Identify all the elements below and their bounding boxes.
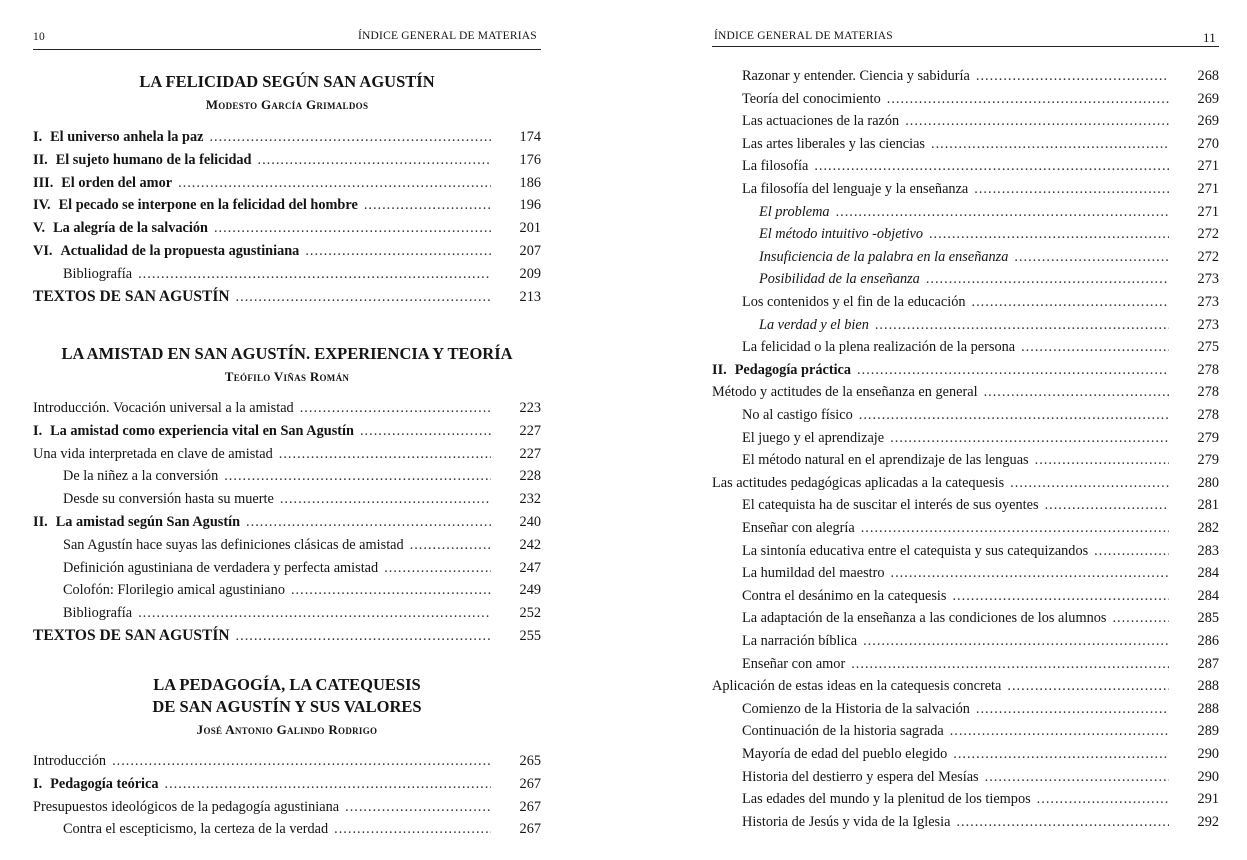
leader-dots <box>972 291 1169 313</box>
leader-dots <box>364 194 491 216</box>
leader-dots <box>976 65 1169 87</box>
toc-entry-title: Una vida interpretada en clave de amistad <box>33 445 273 462</box>
toc-entry <box>712 675 1219 697</box>
toc-entry-title: La verdad y el bien <box>759 316 869 333</box>
toc-entry-title: La sintonía educativa entre el catequista y sus catequizandos <box>742 542 1089 559</box>
toc-entry-title: Historia de Jesús y vida de la Iglesia <box>742 813 951 830</box>
toc-entry-page: 283 <box>1197 542 1219 559</box>
toc-entry-page: 269 <box>1197 113 1219 130</box>
toc-entry <box>712 381 1219 403</box>
toc-entry-page: 273 <box>1197 316 1219 333</box>
toc-entry-title: Contra el escepticismo, la certeza de la verdad <box>63 821 329 838</box>
leader-dots <box>814 155 1169 177</box>
leader-dots <box>875 314 1169 336</box>
toc-entry-title: El universo anhela la paz <box>50 129 204 145</box>
toc-entry-page: 223 <box>519 400 541 416</box>
leader-dots <box>1037 788 1169 810</box>
leader-dots <box>836 201 1169 223</box>
leader-dots <box>138 263 491 285</box>
toc-entry-title: Introducción <box>33 753 107 769</box>
toc-entry-number: I. <box>33 422 43 439</box>
leader-dots <box>214 217 491 239</box>
toc-entry-title: La amistad como experiencia vital en San Agustín <box>50 422 354 439</box>
toc-entry-page: 269 <box>1197 90 1219 107</box>
toc-entry-title: Los contenidos y el fin de la educación <box>742 294 966 310</box>
toc-entry-page: 278 <box>1197 384 1219 401</box>
toc-entry <box>63 534 541 556</box>
toc-entry <box>759 314 1219 336</box>
left-running-head: ÍNDICE GENERAL DE MATERIAS <box>358 30 537 42</box>
leader-dots <box>138 602 491 624</box>
toc-entry-title: Pedagogía teórica <box>50 775 159 792</box>
toc-entry-page: 284 <box>1197 587 1219 604</box>
toc-entry-page: 242 <box>519 536 541 553</box>
toc-entry-title: Insuficiencia de la palabra en la enseñanza <box>759 248 1009 265</box>
leader-dots <box>953 743 1169 765</box>
toc-entry <box>742 155 1219 177</box>
toc-entry-page: 271 <box>1197 158 1219 175</box>
toc-entry-title: De la niñez a la conversión <box>63 468 219 485</box>
toc-entry-page: 232 <box>519 491 541 508</box>
toc-entry-page: 227 <box>519 445 541 462</box>
toc-entry-page: 282 <box>1197 520 1219 536</box>
leader-dots <box>345 796 491 818</box>
toc-entry-title: Enseñar con alegría <box>742 520 855 536</box>
toc-entry-title: Razonar y entender. Ciencia y sabiduría <box>742 68 970 84</box>
toc-entry <box>33 796 541 818</box>
toc-entry-title: Continuación de la historia sagrada <box>742 723 944 740</box>
toc-entry <box>33 149 541 171</box>
toc-entry-title: El pecado se interpone en la felicidad del hombre <box>58 197 358 214</box>
toc-entry-number: VI. <box>33 243 53 259</box>
toc-entry-title: Las edades del mundo y la plenitud de los tiempos <box>742 791 1031 808</box>
leader-dots <box>929 223 1169 245</box>
toc-entry-title: TEXTOS DE SAN AGUSTÍN <box>33 287 230 305</box>
toc-entry <box>742 788 1219 810</box>
toc-entry-page: 201 <box>519 220 541 237</box>
left-page-number: 10 <box>33 31 45 43</box>
toc-entry-page: 252 <box>519 605 541 622</box>
leader-dots <box>280 488 491 510</box>
toc-entry-title: Comienzo de la Historia de la salvación <box>742 700 970 717</box>
section-2-author: Teófilo Viñas Román <box>224 369 350 384</box>
toc-entry-number: III. <box>33 174 54 191</box>
toc-entry-page: 271 <box>1197 181 1219 197</box>
leader-dots <box>1007 675 1169 697</box>
toc-entry-page: 174 <box>519 129 541 145</box>
toc-entry-page: 267 <box>519 798 541 815</box>
leader-dots <box>165 773 491 795</box>
toc-entry-title: Historia del destierro y espera del Mesías <box>742 768 979 785</box>
leader-dots <box>984 381 1169 403</box>
toc-entry-number: I. <box>33 129 43 145</box>
toc-entry-title: TEXTOS DE SAN AGUSTÍN <box>33 627 230 644</box>
toc-entry <box>33 126 541 148</box>
toc-entry-title: Teoría del conocimiento <box>742 90 881 107</box>
leader-dots <box>952 585 1169 607</box>
toc-entry <box>33 511 541 533</box>
toc-entry-page: 286 <box>1197 633 1219 649</box>
leader-dots <box>178 172 491 194</box>
toc-entry-page: 275 <box>1197 339 1219 356</box>
toc-entry-title: Las artes liberales y las ciencias <box>742 135 925 152</box>
toc-entry-title: Enseñar con amor <box>742 655 846 672</box>
toc-entry <box>742 562 1219 584</box>
toc-entry <box>63 263 541 285</box>
section-3-title-line-1: LA PEDAGOGÍA, LA CATEQUESIS <box>153 675 421 694</box>
toc-entry <box>742 110 1219 132</box>
toc-entry-title: Presupuestos ideológicos de la pedagogía agustiniana <box>33 798 340 815</box>
toc-entry-title: Contra el desánimo en la catequesis <box>742 587 947 604</box>
toc-entry-title: Bibliografía <box>63 265 133 282</box>
leader-dots <box>956 811 1169 833</box>
toc-entry-page: 288 <box>1197 700 1219 717</box>
section-3-title-line-2: DE SAN AGUSTÍN Y SUS VALORES <box>152 697 422 716</box>
toc-entry-number: II. <box>33 151 48 168</box>
toc-entry-number: V. <box>33 220 46 237</box>
toc-entry-title: La filosofía del lenguaje y la enseñanza <box>742 181 969 197</box>
toc-entry-title: Introducción. Vocación universal a la amistad <box>33 400 294 416</box>
toc-entry-page: 292 <box>1197 813 1219 830</box>
toc-entry-page: 272 <box>1197 226 1219 243</box>
toc-entry-page: 285 <box>1197 610 1219 627</box>
leader-dots <box>305 240 491 262</box>
toc-entry-page: 273 <box>1197 271 1219 288</box>
toc-entry-title: No al castigo físico <box>742 407 853 423</box>
leader-dots <box>976 698 1169 720</box>
toc-entry-page: 289 <box>1197 723 1219 740</box>
leader-dots <box>905 110 1169 132</box>
toc-entry-title: Posibilidad de la enseñanza <box>759 271 920 288</box>
leader-dots <box>861 517 1169 539</box>
toc-entry <box>742 291 1219 313</box>
leader-dots <box>224 465 491 487</box>
toc-entry-page: 196 <box>519 197 541 214</box>
toc-entry <box>742 766 1219 788</box>
leader-dots <box>236 625 491 647</box>
section-3-author: José Antonio Galindo Rodrigo <box>196 722 378 737</box>
leader-dots <box>1035 449 1169 471</box>
toc-entry <box>759 246 1219 268</box>
leader-dots <box>334 818 491 840</box>
section-1-title: LA FELICIDAD SEGÚN SAN AGUSTÍN <box>139 72 435 91</box>
leader-dots <box>891 562 1169 584</box>
toc-entry-title: El juego y el aprendizaje <box>742 429 885 446</box>
toc-entry-page: 290 <box>1197 768 1219 785</box>
toc-entry-page: 281 <box>1197 497 1219 514</box>
toc-entry-number: IV. <box>33 197 51 214</box>
leader-dots <box>931 133 1169 155</box>
toc-entry-page: 255 <box>519 628 541 644</box>
toc-entry <box>33 773 541 795</box>
leader-dots <box>974 178 1169 200</box>
leader-dots <box>246 511 491 533</box>
toc-entry <box>33 750 541 772</box>
leader-dots <box>851 653 1169 675</box>
section-1-author: Modesto García Grimaldos <box>205 97 369 112</box>
toc-entry-page: 209 <box>519 265 541 282</box>
toc-entry-page: 228 <box>519 468 541 485</box>
toc-entry-title: El problema <box>759 203 830 220</box>
toc-entry-page: 288 <box>1197 678 1219 695</box>
right-page <box>700 0 1247 860</box>
toc-entry-title: La alegría de la salvación <box>53 220 208 237</box>
toc-entry <box>742 811 1219 833</box>
leader-dots <box>209 126 491 148</box>
toc-entry <box>742 427 1219 449</box>
toc-entry-title: El sujeto humano de la felicidad <box>55 151 252 168</box>
toc-entry <box>33 420 541 442</box>
leader-dots <box>291 579 491 601</box>
toc-entry-title: San Agustín hace suyas las definiciones clásicas de amistad <box>63 536 404 553</box>
toc-entry <box>33 217 541 239</box>
toc-entry <box>63 818 541 840</box>
leader-dots <box>857 359 1169 381</box>
toc-entry-page: 227 <box>519 422 541 439</box>
leader-dots <box>1112 607 1169 629</box>
toc-entry-title: Actualidad de la propuesta agustiniana <box>60 243 300 259</box>
toc-entry-title: La filosofía <box>742 158 809 175</box>
toc-entry-page: 267 <box>519 821 541 838</box>
toc-entry <box>742 653 1219 675</box>
toc-entry-title: Colofón: Florilegio amical agustiniano <box>63 582 285 599</box>
leader-dots <box>926 268 1169 290</box>
right-header-rule <box>712 46 1219 47</box>
toc-entry <box>33 194 541 216</box>
section-2-title: LA AMISTAD EN SAN AGUSTÍN. EXPERIENCIA Y TEORÍA <box>61 344 513 363</box>
toc-entry-title: Las actitudes pedagógicas aplicadas a la catequesis <box>712 474 1005 491</box>
leader-dots <box>1010 472 1169 494</box>
toc-entry-page: 268 <box>1197 68 1219 84</box>
toc-entry-page: 284 <box>1197 565 1219 582</box>
toc-entry <box>742 540 1219 562</box>
toc-entry-title: El orden del amor <box>61 174 173 191</box>
toc-entry-page: 249 <box>519 582 541 599</box>
toc-entry <box>742 517 1219 539</box>
toc-entry-page: 278 <box>1197 361 1219 378</box>
toc-entry-page: 279 <box>1197 452 1219 469</box>
toc-entry-page: 291 <box>1197 791 1219 808</box>
toc-entry-title: La amistad según San Agustín <box>55 514 241 530</box>
toc-entry-page: 176 <box>519 151 541 168</box>
toc-entry <box>63 557 541 579</box>
toc-entry-page: 186 <box>519 174 541 191</box>
leader-dots <box>1021 336 1169 358</box>
toc-entry <box>63 488 541 510</box>
toc-entry <box>742 88 1219 110</box>
leader-dots <box>360 420 491 442</box>
toc-entry <box>742 494 1219 516</box>
toc-entry-page: 271 <box>1197 203 1219 220</box>
toc-entry-title: La adaptación de la enseñanza a las condiciones de los alumnos <box>742 610 1107 627</box>
toc-entry-title: Aplicación de estas ideas en la catequesis concreta <box>712 678 1002 695</box>
leader-dots <box>863 630 1169 652</box>
toc-entry <box>712 472 1219 494</box>
toc-entry-title: El catequista ha de suscitar el interés de sus oyentes <box>742 497 1039 514</box>
toc-entry <box>742 720 1219 742</box>
toc-entry-page: 265 <box>519 753 541 769</box>
toc-entry <box>63 602 541 624</box>
toc-entry <box>759 201 1219 223</box>
toc-entry <box>63 579 541 601</box>
toc-entry-page: 280 <box>1197 474 1219 491</box>
leader-dots <box>236 286 491 308</box>
toc-entry-page: 287 <box>1197 655 1219 672</box>
leader-dots <box>985 766 1169 788</box>
toc-entry-title: Las actuaciones de la razón <box>742 113 900 130</box>
toc-entry-page: 279 <box>1197 429 1219 446</box>
leader-dots <box>384 557 491 579</box>
toc-entry <box>742 449 1219 471</box>
toc-entry-number: II. <box>33 514 48 530</box>
toc-entry <box>742 404 1219 426</box>
leader-dots <box>1045 494 1169 516</box>
toc-entry-title: Definición agustiniana de verdadera y perfecta amistad <box>63 559 379 576</box>
toc-entry <box>742 607 1219 629</box>
leader-dots <box>258 149 491 171</box>
toc-entry-title: El método intuitivo -objetivo <box>759 226 923 243</box>
leader-dots <box>950 720 1169 742</box>
toc-entry <box>742 630 1219 652</box>
toc-entry-title: Mayoría de edad del pueblo elegido <box>742 746 948 762</box>
left-header-rule <box>33 49 541 50</box>
leader-dots <box>279 443 491 465</box>
toc-entry-page: 270 <box>1197 135 1219 152</box>
toc-entry <box>63 465 541 487</box>
toc-entry-page: 240 <box>519 514 541 530</box>
toc-entry <box>759 223 1219 245</box>
toc-entry-page: 213 <box>519 288 541 305</box>
toc-entry-page: 207 <box>519 243 541 259</box>
leader-dots <box>112 750 491 772</box>
toc-entry-title: Bibliografía <box>63 605 133 622</box>
leader-dots <box>410 534 491 556</box>
toc-entry <box>742 65 1219 87</box>
toc-entry <box>33 240 541 262</box>
toc-entry <box>33 286 541 308</box>
toc-entry-page: 290 <box>1197 746 1219 762</box>
toc-entry <box>712 359 1219 381</box>
toc-entry-title: El método natural en el aprendizaje de las lenguas <box>742 452 1029 469</box>
toc-entry-number: I. <box>33 775 43 792</box>
leader-dots <box>887 88 1169 110</box>
toc-entry <box>742 178 1219 200</box>
toc-entry-title: La narración bíblica <box>742 633 858 649</box>
toc-entry <box>742 585 1219 607</box>
leader-dots <box>890 427 1169 449</box>
toc-entry-page: 267 <box>519 775 541 792</box>
toc-entry-number: II. <box>712 361 727 378</box>
toc-entry <box>742 743 1219 765</box>
leader-dots <box>1014 246 1169 268</box>
toc-entry-title: La humildad del maestro <box>742 565 885 582</box>
leader-dots <box>859 404 1169 426</box>
toc-entry <box>742 336 1219 358</box>
left-page <box>0 0 560 860</box>
toc-entry-page: 273 <box>1197 294 1219 310</box>
toc-entry-title: Método y actitudes de la enseñanza en general <box>712 384 978 401</box>
toc-entry-page: 278 <box>1197 407 1219 423</box>
leader-dots <box>300 397 491 419</box>
toc-entry <box>33 625 541 647</box>
toc-entry-title: La felicidad o la plena realización de la persona <box>742 339 1016 356</box>
toc-entry <box>742 698 1219 720</box>
toc-entry-title: Desde su conversión hasta su muerte <box>63 491 274 508</box>
right-page-number: 11 <box>1203 30 1216 45</box>
toc-entry <box>33 443 541 465</box>
leader-dots <box>1094 540 1169 562</box>
right-running-head: ÍNDICE GENERAL DE MATERIAS <box>714 30 893 42</box>
toc-entry <box>742 133 1219 155</box>
toc-entry <box>33 172 541 194</box>
toc-entry-page: 247 <box>519 559 541 576</box>
toc-entry-title: Pedagogía práctica <box>734 361 852 378</box>
toc-entry-page: 272 <box>1197 248 1219 265</box>
toc-entry <box>33 397 541 419</box>
toc-entry <box>759 268 1219 290</box>
